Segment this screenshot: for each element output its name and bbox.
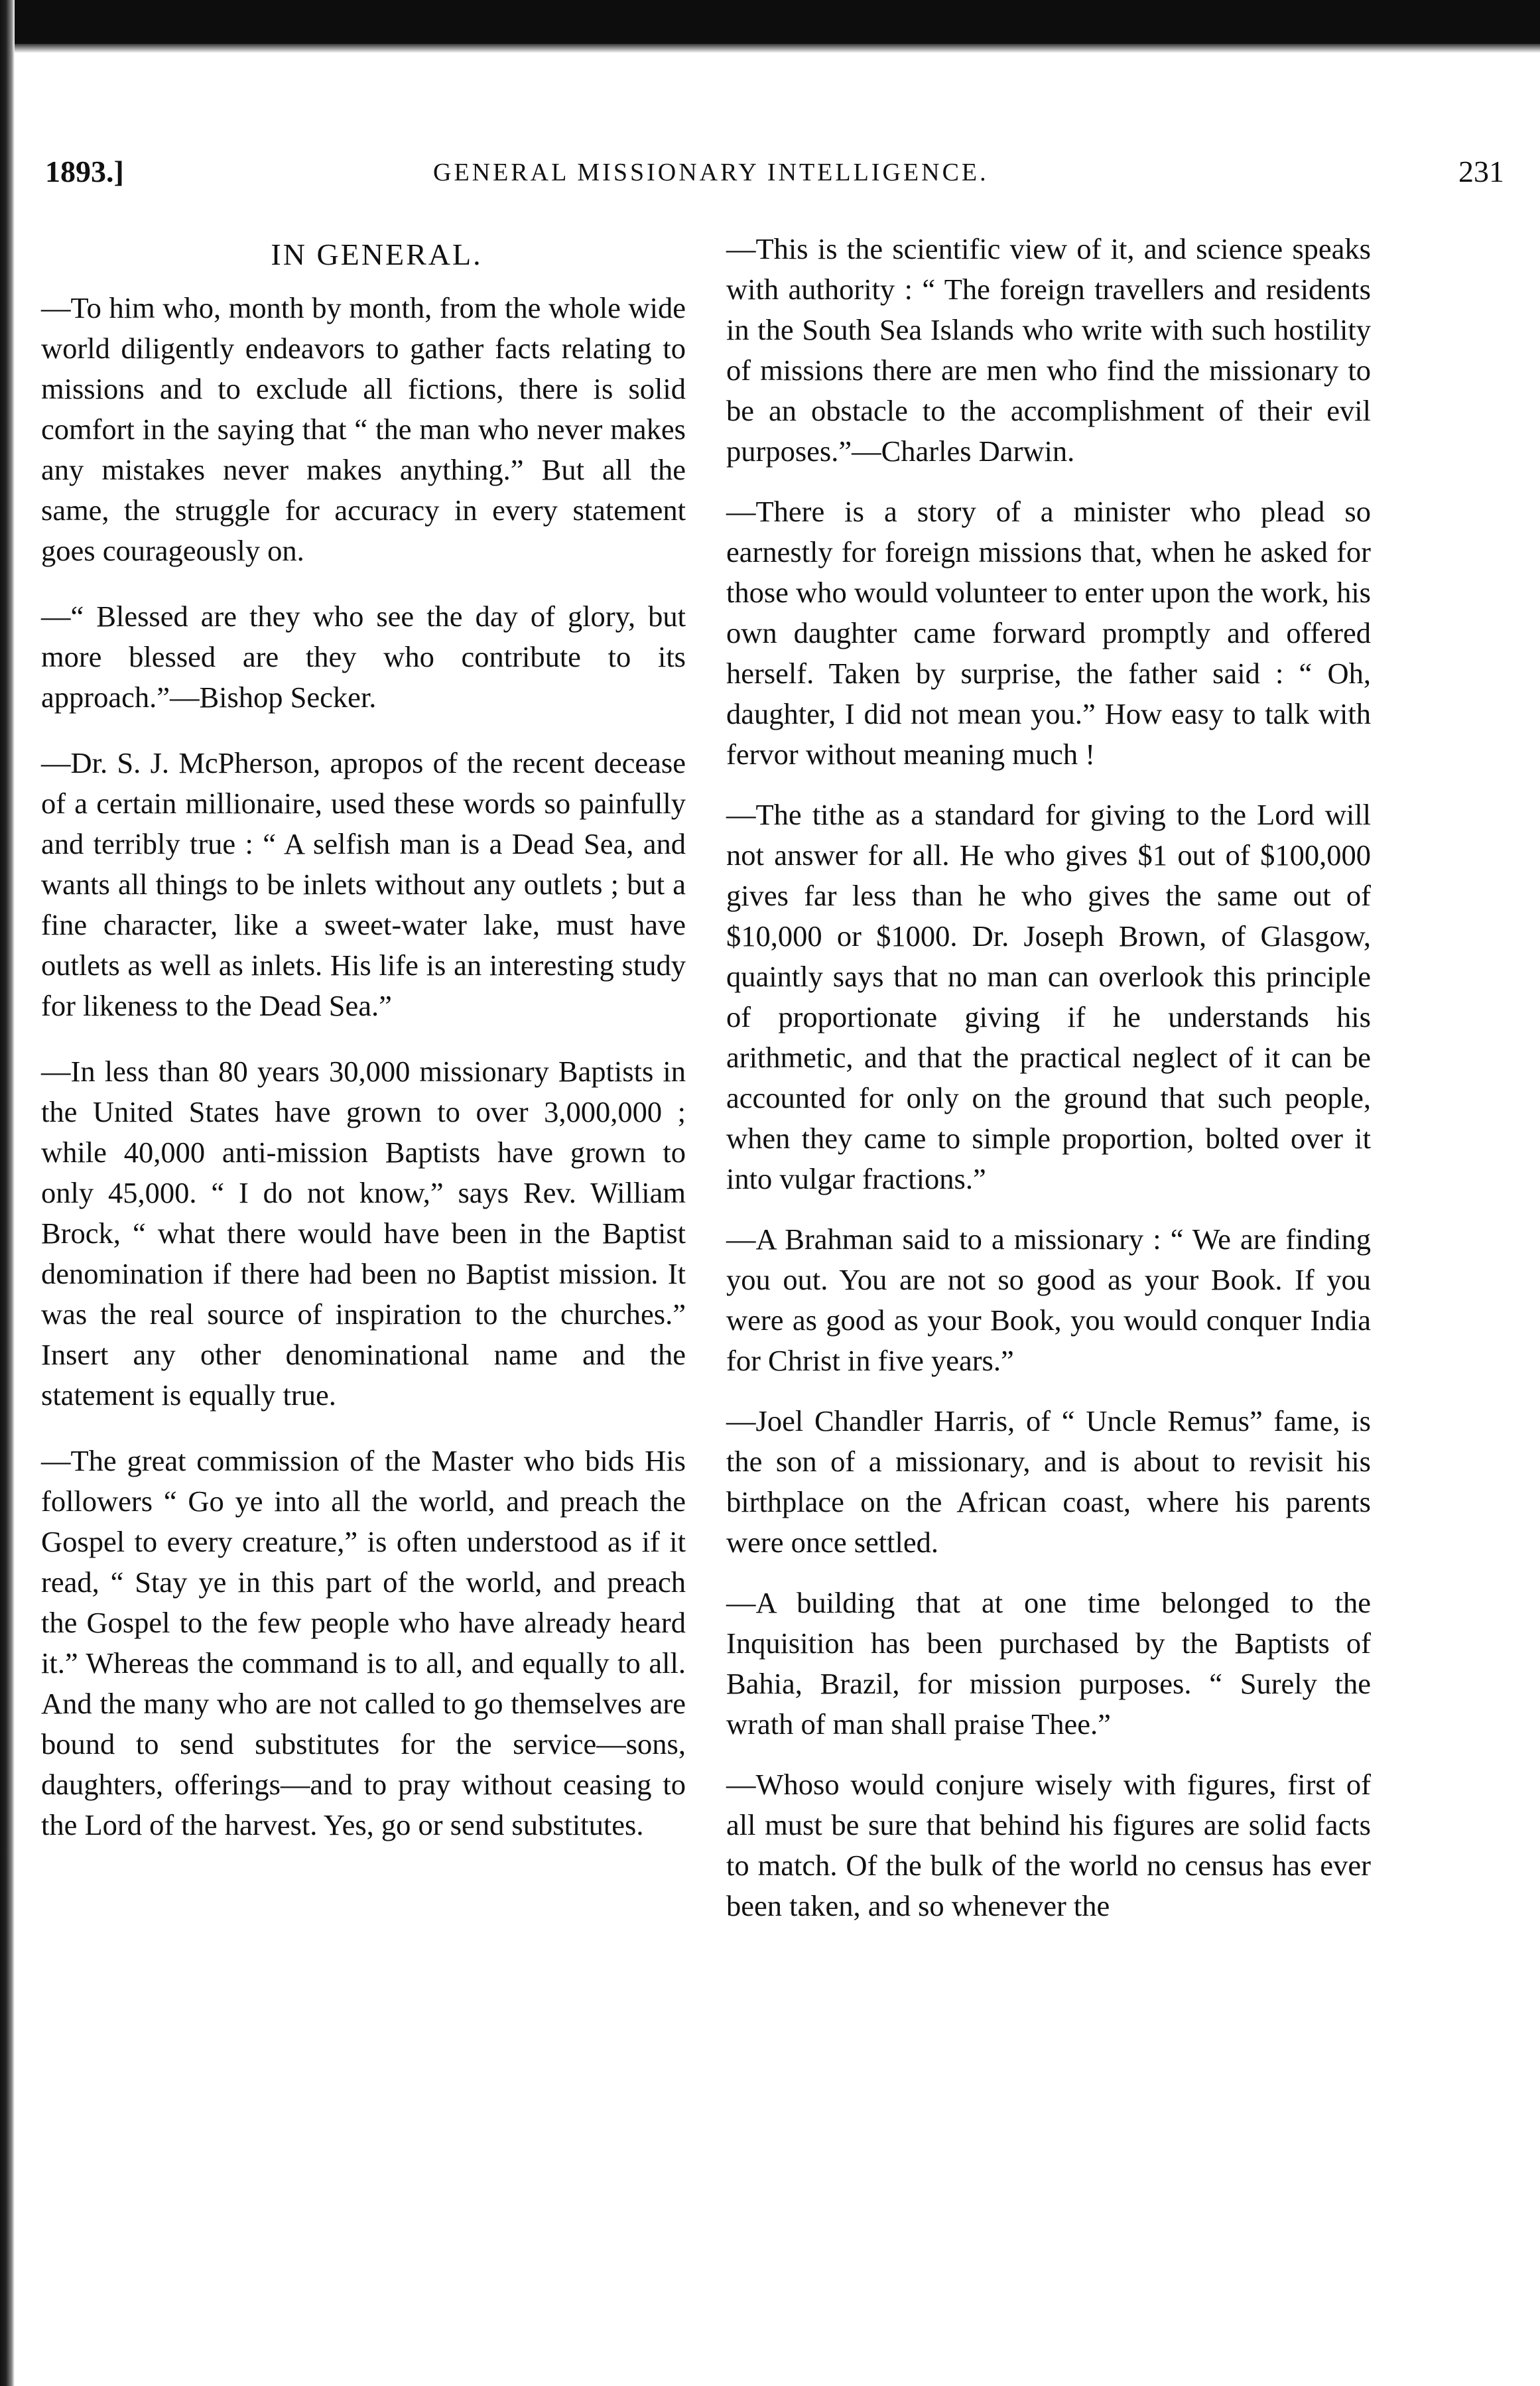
scan-top-shadow: [0, 44, 1540, 53]
paragraph: —In less than 80 years 30,000 missionary Baptists in the United States have grown to over 3,000,000 ; while 40,000 anti-mission Baptists have grown to only 45,000. “ I do not know,” says Rev. William Brock, “ what there would have been in the Baptist denomination if there had been no Baptist mission. It was the real source of inspiration to the churches.” Insert any other denominational name and the statement is equally true.: [41, 1055, 686, 1412]
paragraph: —Dr. S. J. McPherson, apropos of the recent decease of a certain millionaire, used these words so painfully and terribly true : “ A selfish man is a Dead Sea, and wants all things to be inlets without any outlets ; but a fine character, like a sweet-water lake, must have outlets as well as inlets. His life is an interesting study for likeness to the Dead Sea.”: [41, 746, 686, 1022]
scan-top-border: [0, 0, 1540, 44]
paragraph: —Whoso would conjure wisely with figures, first of all must be sure that behind his figures are solid facts to match. Of the bulk of the world no census has ever been taken, and so whenever the: [726, 1768, 1371, 1922]
scan-binding-edge: [0, 0, 15, 2386]
page-number: 231: [1458, 155, 1504, 188]
paragraph: —“ Blessed are they who see the day of glory, but more blessed are they who contribute to its approach.”—Bishop Secker.: [41, 600, 686, 714]
paragraph: —There is a story of a minister who plead so earnestly for foreign missions that, when he asked for those who would volunteer to enter upon the work, his own daughter came forward promptly and offered herself. Taken by surprise, the father said : “ Oh, daughter, I did not mean you.” How easy to talk with fervor without meaning much !: [726, 495, 1371, 771]
header-year: 1893.]: [45, 155, 124, 188]
paragraph: —A Brahman said to a missionary : “ We are finding you out. You are not so good as your Book. If you were as good as your Book, you would conquer India for Christ in five years.”: [726, 1223, 1371, 1377]
paragraph: —The tithe as a standard for giving to the Lord will not answer for all. He who gives $1 out of $100,000 gives far less than he who gives the same out of $10,000 or $1000. Dr. Joseph Brown, of Glasgow, quaintly says that no man can overlook this principle of proportionate giving if he understands his arithmetic, and that the practical neglect of it can be accounted for only on the ground that such people, when they came to simple proportion, bolted over it into vulgar fractions.”: [726, 798, 1371, 1195]
header-title: GENERAL MISSIONARY INTELLIGENCE.: [433, 159, 989, 186]
paragraph: —Joel Chandler Harris, of “ Uncle Remus” fame, is the son of a missionary, and is about to revisit his birthplace on the African coast, where his parents were once settled.: [726, 1404, 1371, 1559]
right-column: [726, 229, 1371, 1946]
section-heading: IN GENERAL.: [271, 237, 483, 271]
paragraph: —The great commission of the Master who bids His followers “ Go ye into all the world, and preach the Gospel to every creature,” is often understood as if it read, “ Stay ye in this part of the world, and preach the Gospel to the few people who have already heard it.” Whereas the command is to all, and equally to all. And the many who are not called to go themselves are bound to send substitutes for the service—sons, daughters, offerings—and to pray without ceasing to the Lord of the harvest. Yes, go or send substitutes.: [41, 1444, 686, 1841]
paragraph: —A building that at one time belonged to the Inquisition has been purchased by the Baptists of Bahia, Brazil, for mission purposes. “ Surely the wrath of man shall praise Thee.”: [726, 1586, 1371, 1741]
left-column: [41, 229, 686, 1871]
running-header: [45, 154, 1504, 200]
paragraph: —This is the scientific view of it, and science speaks with authority : “ The foreign travellers and residents in the South Sea Islands who write with such hostility of missions there are men who find the missionary to be an obstacle to the accomplishment of their evil purposes.”—Charles Darwin.: [726, 232, 1371, 468]
paragraph: —To him who, month by month, from the whole wide world diligently endeavors to gather facts relating to missions and to exclude all fictions, there is solid comfort in the saying that “ the man who never makes any mistakes never makes anything.” But all the same, the struggle for accuracy in every statement goes courageously on.: [41, 291, 686, 567]
